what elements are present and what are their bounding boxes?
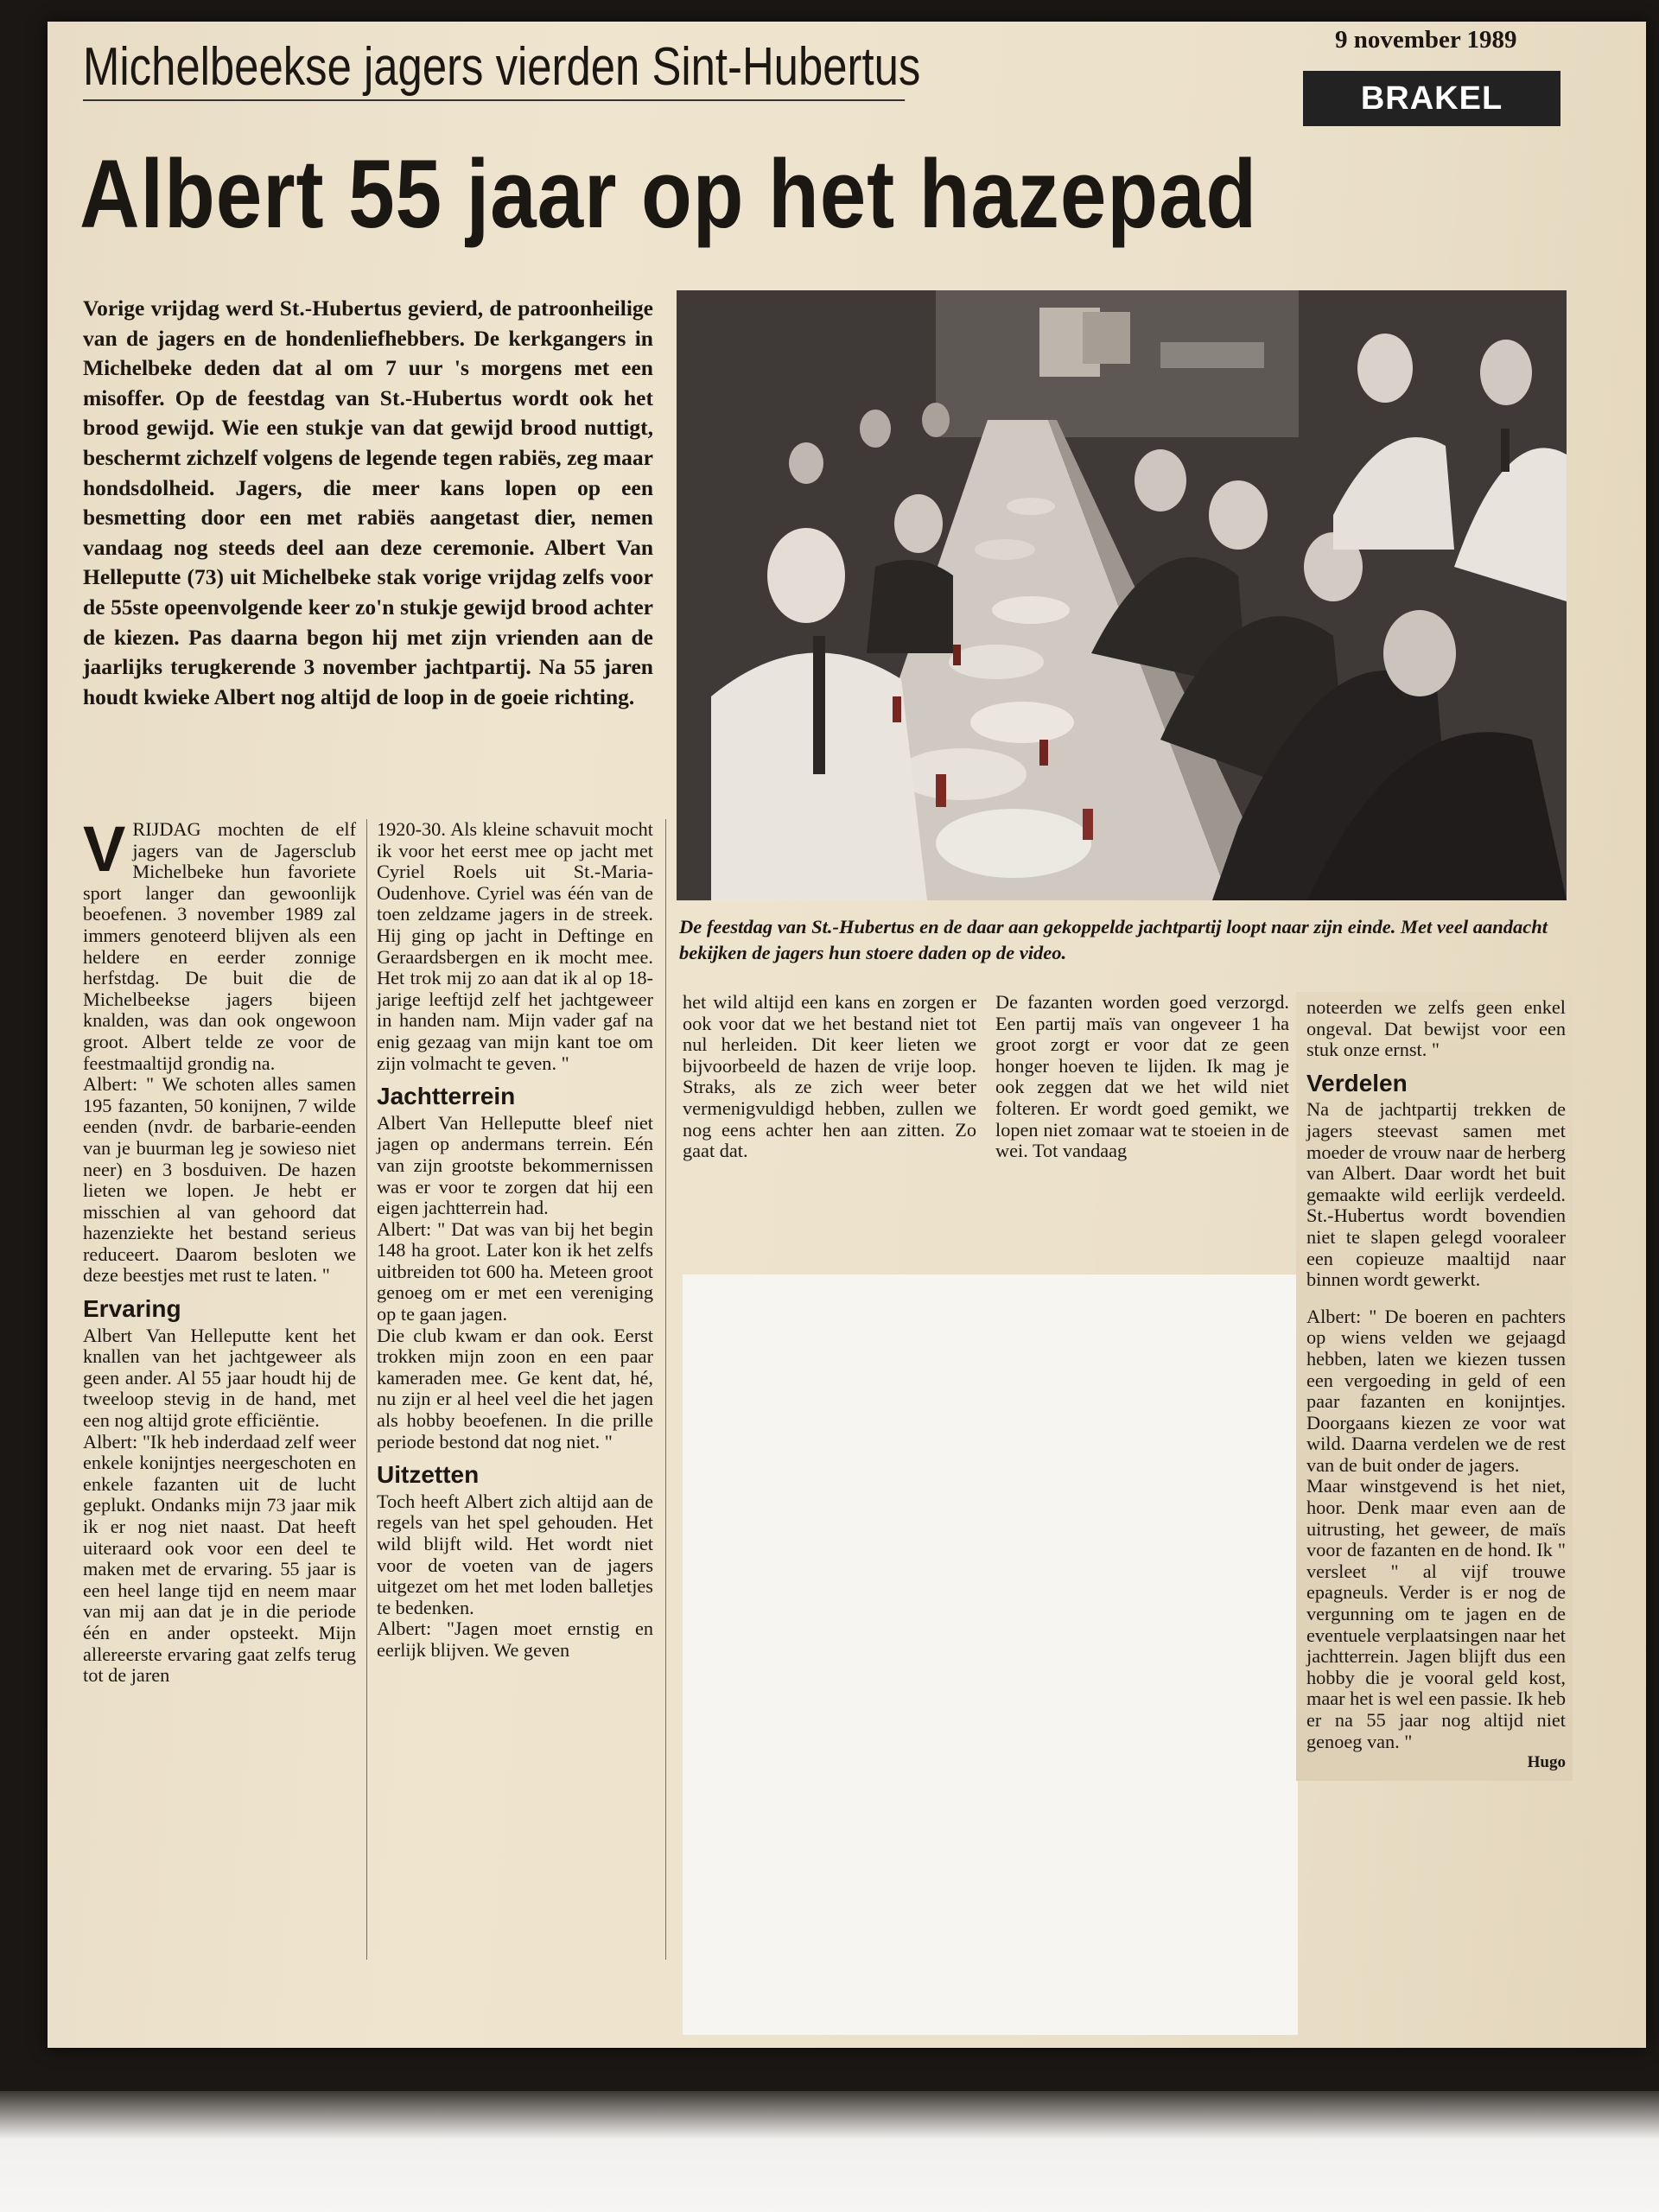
publication-date: 9 november 1989 [1335, 26, 1517, 54]
kicker-title: Michelbeekse jagers vierden Sint-Hubertus [83, 36, 905, 101]
column-rule [366, 819, 367, 1960]
subhead-jachtterrein: Jachtterrein [377, 1083, 516, 1110]
subhead-uitzetten: Uitzetten [377, 1461, 480, 1489]
col3-paragraph-1: het wild altijd een kans en zorgen er ook voor dat we het bestand niet tot nul herleiden. Dit keer lieten we bijvoorbeeld de hazen de vrije loop. Straks, als ze zich weer beter vermenigvuldigd hebben, zullen we nog eens achter hen aan zitten. Zo gaat dat. [683, 991, 976, 1162]
col2-paragraph-6: Albert: "Jagen moet ernstig en eerlijk blijven. We geven [377, 1618, 653, 1661]
drop-cap: V [83, 813, 126, 885]
subhead-ervaring: Ervaring [83, 1295, 181, 1323]
article-column-4 [995, 992, 1289, 1162]
photo-backdrop [0, 2091, 1659, 2212]
col5-paragraph-2: Na de jachtpartij trekken de jagers steevast samen met moeder de vrouw naar de herberg van Albert. Daar wordt het buit gemaakte wild eerlijk verdeeld. St.-Hubertus wordt bovendien niet te slapen gelegd vooraleer een copieuze maaltijd naar binnen wordt gewerkt. [1306, 1098, 1566, 1291]
col1-paragraph-1: RIJDAG mochten de elf jagers van de Jagersclub Michelbeke hun favoriete sport langer dan gewoonlijk beoefenen. 3 november 1989 zal immers genoteerd blijven als een heldere en eerder zonnige herfstdag. De buit die de Michelbeekse jagers bijeen knalden, was dan ook ongewoon groot. Albert telde ze voor de feestmaaltijd grondig na. [83, 818, 356, 1074]
col4-paragraph-1: De fazanten worden goed verzorgd. Een partij maïs van ongeveer 1 ha groot zorgt er voor dat ze geen honger hoeven te lijden. Ik mag je ook zeggen dat we het wild niet folteren. Er wordt goed gemikt, we lopen niet zomaar wat te stoeien in de wei. Tot vandaag [995, 991, 1289, 1162]
col1-paragraph-3: Albert Van Helleputte kent het knallen van het jachtgeweer als geen ander. Al 55 jaar houdt hij de tweeloop stevig in de hand, met een nog altijd grote efficiëntie. [83, 1324, 356, 1432]
col2-paragraph-5: Toch heeft Albert zich altijd aan de regels van het spel gehouden. Het wild blijft wild. Het wordt niet voor de voeten van de jagers uitgezet om het met loden balletjes te bedenken. [377, 1490, 653, 1618]
col1-paragraph-2: Albert: " We schoten alles samen 195 fazanten, 50 konijnen, 7 wilde eenden (nvdr. de barbarie-eenden van je buurman leg je sowieso niet neer) en 3 bosduiven. De hazen lieten we lopen. Je hebt er misschien al van gehoord dat hazenziekte het bestand serieus reduceert. Daarom besloten we deze beestjes met rust te laten. " [83, 1073, 356, 1287]
col1-paragraph-4: Albert: "Ik heb inderdaad zelf weer enkele konijntjes neergeschoten en enkele fazanten uit de lucht geplukt. Ondanks mijn 73 jaar mik ik er nog niet naast. Dat heeft uiteraard ook voor een deel te maken met de ervaring. 55 jaar is een heel lange tijd en neem maar van mij aan dat je in die periode één en ander opsteekt. Mijn allereerste ervaring gaat zelfs terug tot de jaren [83, 1430, 356, 1687]
headline: Albert 55 jaar op het hazepad [79, 140, 1258, 248]
article-column-5 [1296, 992, 1573, 1781]
col5-paragraph-1: noteerden we zelfs geen enkel ongeval. Dat bewijst voor een stuk onze ernst. " [1306, 996, 1566, 1061]
blank-paper-area [683, 1274, 1298, 2035]
news-photo [677, 290, 1567, 900]
subhead-verdelen: Verdelen [1306, 1069, 1408, 1096]
article-column-2 [377, 819, 653, 1662]
col5-paragraph-4: Maar winstgevend is het niet, hoor. Denk maar even aan de uitrusting, het geweer, de maïs voor de fazanten en de hond. Ik " versleet " al vijf trouwe epagneuls. Verder is er nog de vergunning om te jagen en de eventuele verplaatsingen naar het jachtterrein. Jagen blijft dus een hobby die je vooral geld kost, maar het is wel een passie. Ik heb er na 55 jaar nog altijd niet genoeg van. " [1306, 1475, 1566, 1752]
article-column-1 [83, 813, 356, 1687]
author-signoff: Hugo [1527, 1753, 1566, 1772]
banquet-photo-illustration [677, 290, 1567, 900]
col2-paragraph-2: Albert Van Helleputte bleef niet jagen op andermans terrein. Eén van zijn grootste bekommernissen was er voor te zorgen dat hij een eigen jachtterrein had. [377, 1111, 653, 1219]
region-label: BRAKEL [1303, 71, 1560, 126]
intro-paragraph: Vorige vrijdag werd St.-Hubertus gevierd, de patroonheilige van de jagers en de hondenliefhebbers. De kerkgangers in Michelbeke deden dat al om 7 uur 's morgens met een misoffer. Op de feestdag van St.-Hubertus wordt ook het brood gewijd. Wie een stukje van dat gewijd brood nuttigt, beschermt zichzelf volgens de legende tegen rabiës, zeg maar hondsdolheid. Jagers, die meer kans lopen op een besmetting door een met rabiës aangetast dier, nemen vandaag nog steeds deel aan deze ceremonie. Albert Van Helleputte (73) uit Michelbeke stak vorige vrijdag zelfs voor de 55ste opeenvolgende keer zo'n stukje gewijd brood achter de kiezen. Pas daarna begon hij met zijn vrienden aan de jaarlijks terugkerende 3 november jachtpartij. Na 55 jaren houdt kwieke Albert nog altijd de loop in de goeie richting. [83, 296, 653, 709]
column-rule [665, 819, 666, 1960]
col2-paragraph-1: 1920-30. Als kleine schavuit mocht ik voor het eerst mee op jacht met Cyriel Roels uit St.-Maria-Oudenhove. Cyriel was één van de toen zeldzame jagers in de streek. Hij ging op jacht in Deftinge en Geraardsbergen en ik mocht mee. Het trok mij zo aan dat ik al op 18-jarige leeftijd zelf het jachtgeweer in handen nam. Mijn vader gaf na enig gezaag van mijn kant toe om zijn volmacht te geven. " [377, 818, 653, 1074]
col2-paragraph-3: Albert: " Dat was van bij het begin 148 ha groot. Later kon ik het zelfs uitbreiden tot 600 ha. Meteen groot genoeg om er met een vereniging op te gaan jagen. [377, 1217, 653, 1325]
photo-caption: De feestdag van St.-Hubertus en de daar aan gekoppelde jachtpartij loopt naar zijn einde. Met veel aandacht bekijken de jagers hun stoere daden op de video. [679, 916, 1548, 963]
article-column-3 [683, 992, 976, 1162]
col5-paragraph-3: Albert: " De boeren en pachters op wiens velden we gejaagd hebben, laten we kiezen tussen een vergoeding in geld of een paar fazanten en konijntjes. Doorgaans kiezen ze voor wat wild. Daarna verdelen we de rest van de buit onder de jagers. [1306, 1305, 1566, 1476]
col2-paragraph-4: Die club kwam er dan ook. Eerst trokken mijn zoon en een paar kameraden mee. Ge kent dat, hé, nu zijn er al heel veel die het jagen als hobby beoefenen. In die prille periode bestond dat nog niet. " [377, 1324, 653, 1452]
